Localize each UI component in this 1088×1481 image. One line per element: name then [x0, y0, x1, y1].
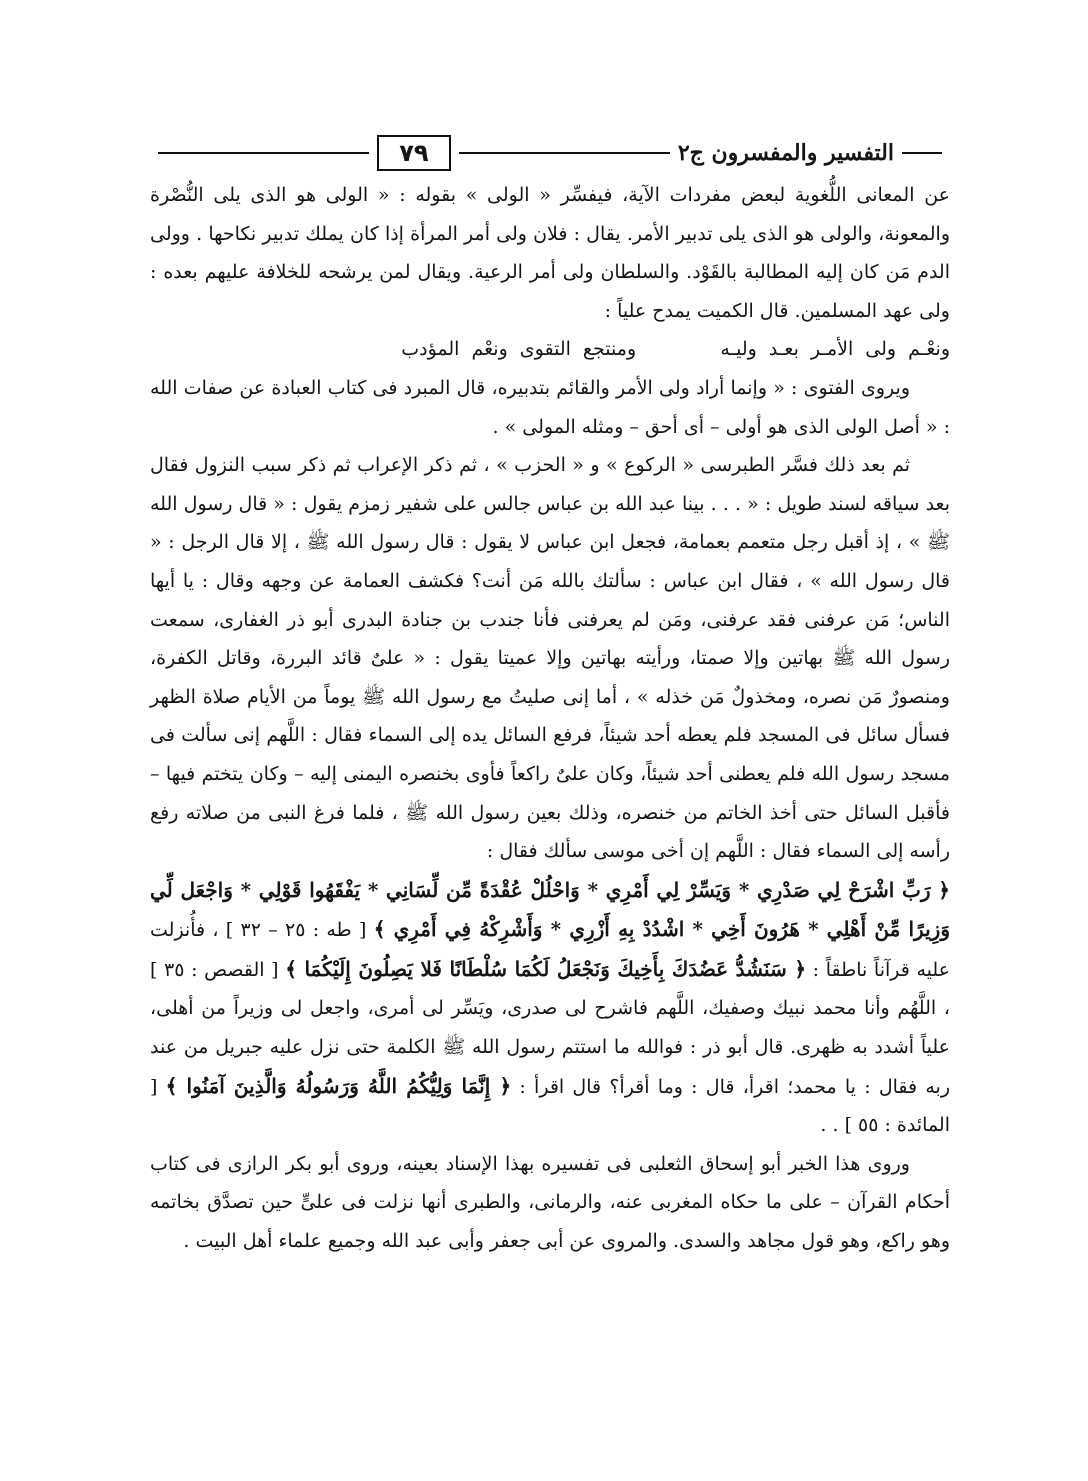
quran-passage-block	[150, 871, 950, 1145]
running-title: التفسير والمفسرون ج٢	[677, 140, 894, 166]
poetry-verse	[150, 330, 950, 369]
verse-hemistich-right: ونعْـم ولى الأمـر بعـد وليـه	[720, 338, 950, 361]
verse-citation: [ المائدة : ٥٥ ] . .	[150, 1075, 950, 1137]
header-rule-left	[158, 152, 369, 154]
verse-citation: [ طه : ٢٥ – ٣٢ ] ، فأُنزلت عليه قرآناً ناطقاً :	[150, 919, 950, 981]
page-header	[150, 130, 950, 176]
paragraph: [ القصص : ٣٥ ] ، اللَّهُم وأنا محمد نبيك وصفيك، اللَّهم فاشرح لى صدرى، ويَسِّر لى أمرى، واجعل لى وزيراً من أهلى، علياً أشدد به ظهرى. قال أبو ذر : فوالله ما استتم رسول الله ﷺ الكلمة حتى نزل عليه جبريل من عند ربه فقال : يا محمد؛ اقرأ، قال : وما أقرأ؟ قال اقرأ :	[150, 958, 951, 1098]
quran-verse: ﴿ سَنَشُدُّ عَضُدَكَ بِأَخِيكَ وَنَجْعَلُ لَكُمَا سُلْطَانًا فَلا يَصِلُونَ إِلَيْكُمَا ﴾	[285, 956, 807, 981]
page-body	[150, 176, 950, 1261]
verse-hemistich-left: ومنتجع التقوى ونعْم المؤدب	[401, 338, 637, 361]
header-rule-right	[902, 152, 942, 154]
paragraph: عن المعانى اللُّغوية لبعض مفردات الآية، فيفسِّر « الولى » بقوله : « الولى هو الذى يلى النُّصْرة والمعونة، والولى هو الذى يلى تدبير الأمر. يقال : فلان ولى أمر المرأة إذا كان يملك تدبير نكاحها . وولى الدم مَن كان إليه المطالبة بالقَوْد. والسلطان ولى أمر الرعية. ويقال لمن يرشحه للخلافة عليهم بعده : ولى عهد المسلمين. قال الكميت يمدح علياً :	[150, 184, 950, 322]
paragraph: ثم بعد ذلك فسَّر الطبرسى « الركوع » و « الحزب » ، ثم ذكر الإعراب ثم ذكر سبب النزول فقال بعد سياقه لسند طويل : « . . . بينا عبد الله بن عباس جالس على شفير زمزم يقول : « قال رسول الله ﷺ » ، إذ أقبل رجل متعمم بعمامة، فجعل ابن عباس لا يقول : قال رسول الله ﷺ ، إلا قال الرجل : « قال رسول الله » ، فقال ابن عباس : سألتك بالله مَن أنت؟ فكشف العمامة عن وجهه وقال : يا أيها الناس؛ مَن عرفنى فقد عرفنى، ومَن لم يعرفنى فأنا جندب بن جنادة البدرى أبو ذر الغفارى، سمعت رسول الله ﷺ بهاتين وإلا صمتا، ورأيته بهاتين وإلا عميتا يقول : « علىٌ قائد البررة، وقاتل الكفرة، ومنصورٌ مَن نصره، ومخذولٌ مَن خذله » ، أما إنى صليتُ مع رسول الله ﷺ يوماً من الأيام صلاة الظهر فسأل سائل فى المسجد فلم يعطه أحد شيئاً، فرفع السائل يده إلى السماء فقال : اللَّهم إنى سألت فى مسجد رسول الله فلم يعطنى أحد شيئاً، وكان علىٌ راكعاً فأوى بخنصره اليمنى إليه – وكان يتختم فيها – فأقبل السائل حتى أخذ الخاتم من خنصره، وذلك بعين رسول الله ﷺ ، فلما فرغ النبى من صلاته رفع رأسه إلى السماء فقال : اللَّهم إن أخى موسى سألك فقال :	[150, 454, 950, 863]
header-rule-middle	[459, 152, 670, 154]
paragraph: ويروى الفتوى : « وإنما أراد ولى الأمر والقائم بتدبيره، قال المبرد فى كتاب العبادة عن صفات الله : « أصل الولى الذى هو أولى – أى أحق – ومثله المولى » .	[150, 376, 950, 438]
quran-verse: ﴿ إِنَّمَا وَلِيُّكُمُ اللَّهُ وَرَسُولُهُ وَالَّذِينَ آمَنُوا ﴾	[165, 1073, 512, 1098]
book-page	[150, 130, 950, 1261]
quran-verse: ﴿ رَبِّ اشْرَحْ لِي صَدْرِي * وَيَسِّرْ لِي أَمْرِي * وَاحْلُلْ عُقْدَةً مِّن لِّسَانِي * يَفْقَهُوا قَوْلِي * وَاجْعَل لِّي وَزِيرًا مِّنْ أَهْلِي * هَرُونَ أَخِي * اشْدُدْ بِهِ أَزْرِي * وَأَشْرِكْهُ فِي أَمْرِي ﴾	[150, 877, 950, 942]
paragraph: وروى هذا الخبر أبو إسحاق الثعلبى فى تفسيره بهذا الإسناد بعينه، وروى أبو بكر الرازى فى كتاب أحكام القرآن – على ما حكاه المغربى عنه، والرمانى، والطبرى أنها نزلت فى علىٍّ حين تصدَّق بخاتمه وهو راكع، وهو قول مجاهد والسدى. والمروى عن أبى جعفر وأبى عبد الله وجميع علماء أهل البيت .	[150, 1152, 950, 1253]
page-number: ٧٩	[377, 135, 450, 171]
